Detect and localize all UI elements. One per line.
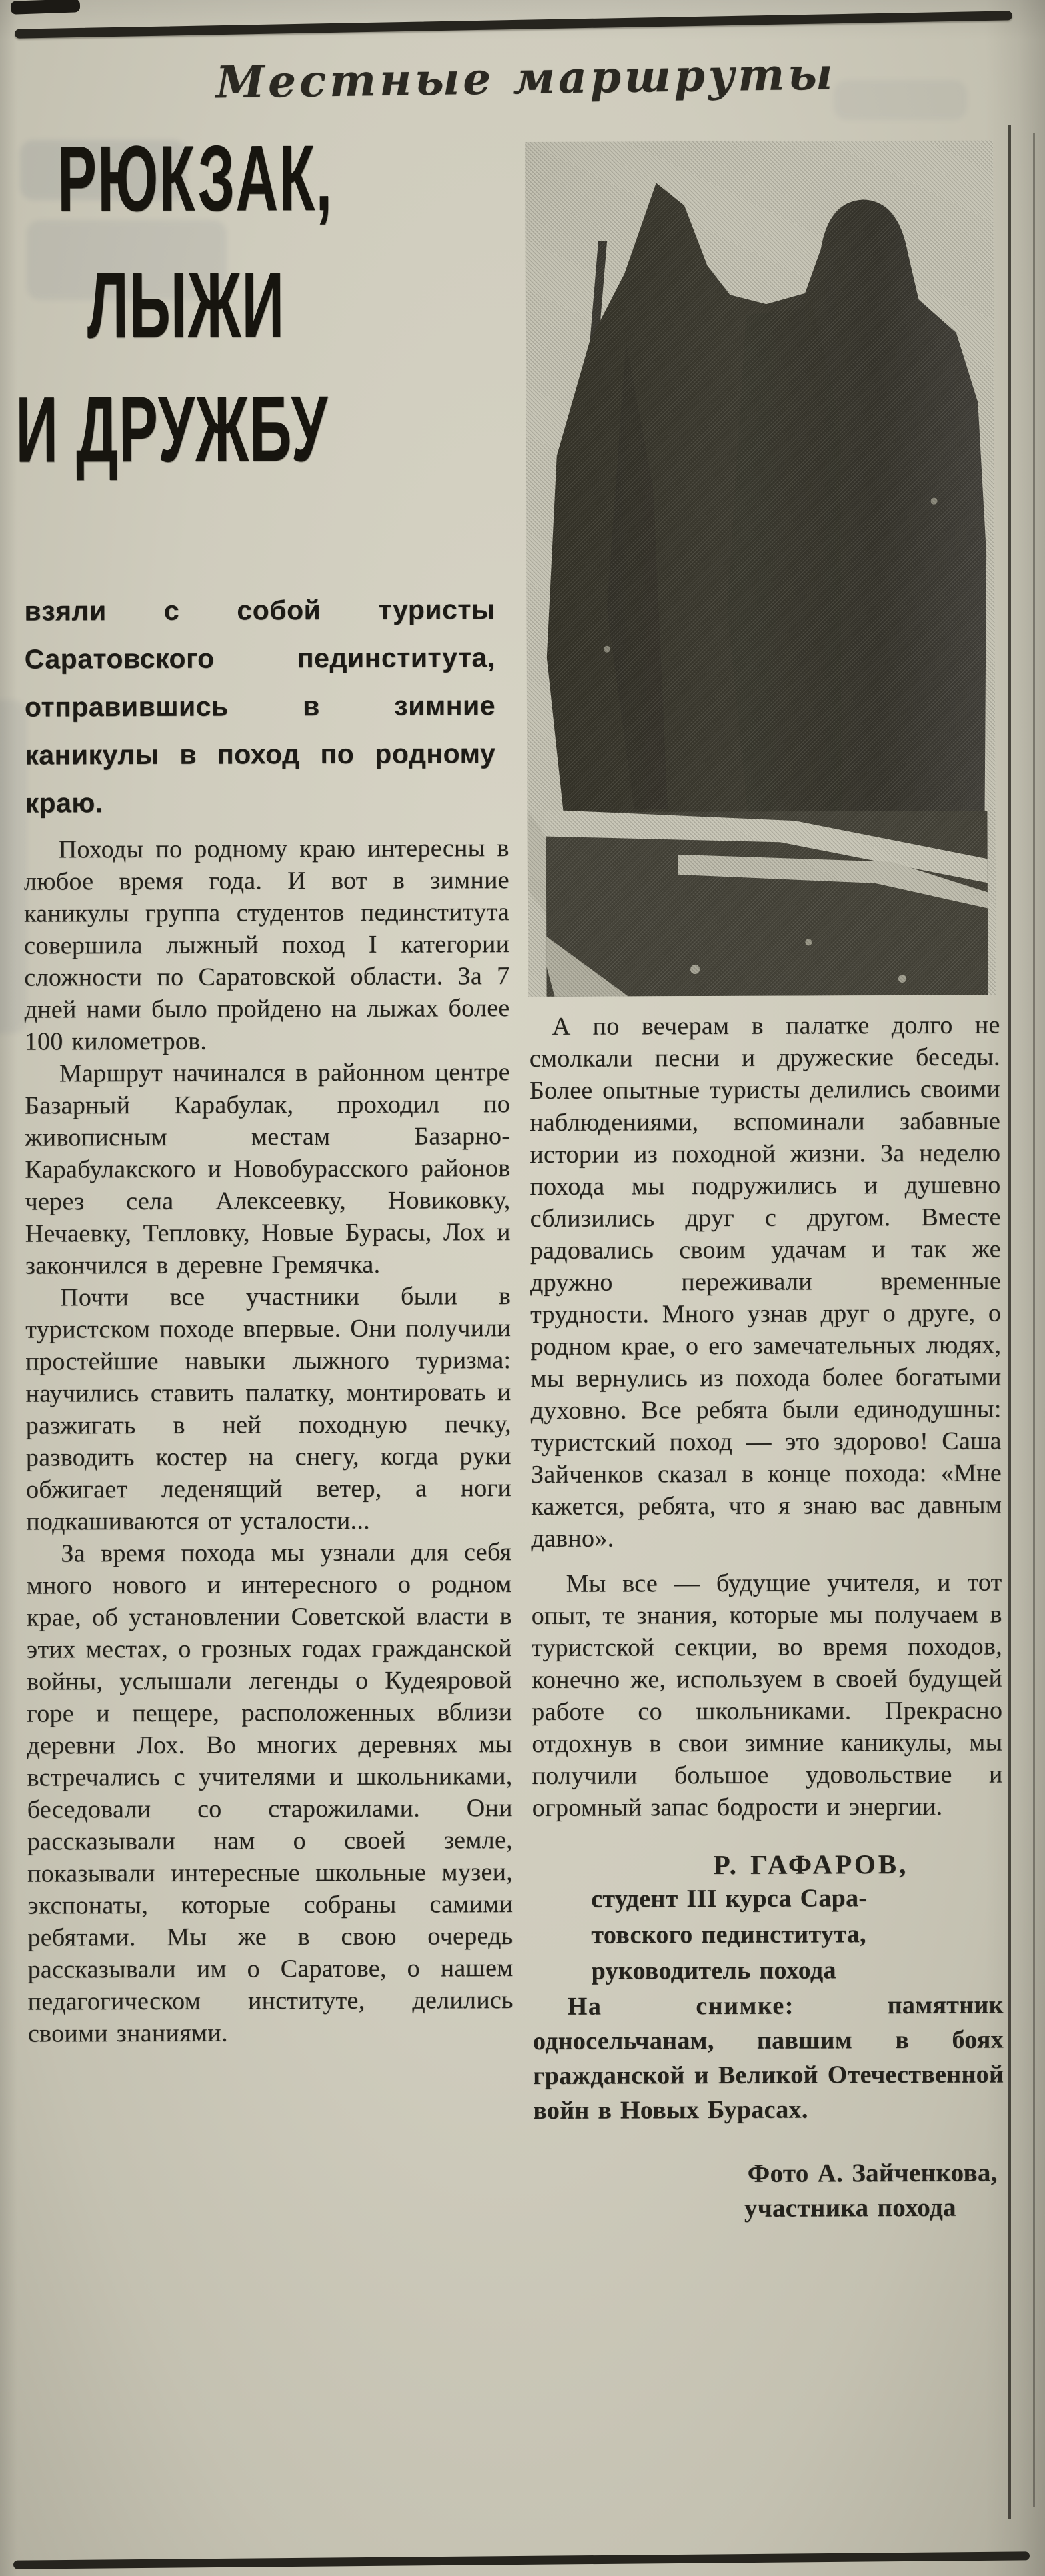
column-divider-rule [1008, 125, 1011, 2519]
body-paragraph: Почти все участники были в туристском походе впервые. Они получили простейшие навыки лыжного туризма: научились ставить палатку, монтировать и разжигать в ней походную печку, разводить костер на снегу, когда руки обжигает леденящий ветер, а ноги подкашиваются от усталости... [25, 1282, 512, 1536]
body-paragraph: Маршрут начинался в районном центре Базарный Карабулак, проходил по живописным местам Базарно-Карабулакского и Новобурасского районов через села Алексеевку, Новиковку, Нечаевку, Тепловку, Новые Бурасы, Лох и закончился в деревне Гремячка. [24, 1058, 511, 1280]
photo-caption [533, 1987, 1004, 2127]
body-paragraph: За время похода мы узнали для себя много нового и интересного о родном крае, об установлении Советской власти в этих местах, о грозных годах гражданской войны, услышали легенды о Кудеяровой горе и пещере, расположенных вблизи деревни Лох. Во многих деревнях мы встречались с учителями и школьниками, беседовали со старожилами. Они рассказывали нам о своей земле, показывали интересные школьные музеи, экспонаты, которые собраны самими ребятами. Мы же в свою очередь рассказывали им о Саратове, о нашем педагогическом институте, делились своими знаниями. [26, 1538, 513, 2048]
left-column [24, 832, 513, 2050]
body-paragraph: Походы по родному краю интересны в любое время года. И вот в зимние каникулы группа студентов пединститута совершила лыжный поход I категории сложности по Саратовской области. За 7 дней нами было пройдено на лыжах более 100 километров. [23, 834, 510, 1056]
right-column [530, 1009, 1004, 2226]
photo-caption-label: На снимке: [567, 1991, 794, 2021]
title-line-2: ЛЫЖИ [87, 252, 285, 358]
section-kicker: Местные маршруты [215, 47, 836, 109]
signature-role-line: товского пединститута, [591, 1920, 866, 1949]
body-paragraph: Мы все — будущие учителя, и тот опыт, те знания, которые мы получаем в туристской секции, во время походов, конечно же, используем в своей будущей работе со школьниками. Прекрасно отдохнув в свои зимние каникулы, мы получили большое удовольствие и огромный запас бодрости и энергии. [531, 1568, 1003, 1822]
photo-credit-line: Фото А. Зайченкова, [747, 2158, 998, 2188]
signature-role-line: студент III курса Сара- [591, 1884, 868, 1913]
signature-author: Р. ГАФАРОВ, [713, 1848, 909, 1881]
photo-credit [534, 2155, 1004, 2226]
article-photo [525, 141, 996, 997]
signature-role-line: руководитель похода [591, 1956, 836, 1985]
monument-photo-graphic [525, 141, 996, 997]
page-edge-rule [1033, 133, 1035, 2507]
lead-paragraph: взяли с собой туристы Саратовского пединститута, отправившись в зимние каникулы в поход по родному краю. [24, 594, 496, 819]
title-line-1: РЮКЗАК, [57, 125, 333, 231]
photo-credit-line: участника похода [744, 2193, 956, 2223]
body-paragraph: А по вечерам в палатке долго не смолкали песни и дружеские беседы. Более опытные туристы делились своими наблюдениями, вспоминали забавные истории из походной жизни. За неделю похода мы подружились и душевно сблизились друг с другом. Вместе радовались своим удачам и так же дружно переживали временные трудности. Много узнав друг о друге, о родном крае, о его замечательных людях, мы вернулись из похода более богатыми духовно. Все ребята были единодушны: туристский поход — это здорово! Саша Зайченков сказал в конце похода: «Мне кажется, ребята, что я знаю вас давным давно». [529, 1011, 1002, 1553]
photo-caption-text: памятник односельчанам, павшим в боях гражданской и Великой Отечественной войн в Новых Бурасах. [532, 1991, 1004, 2125]
title-line-3: И ДРУЖБУ [15, 376, 329, 482]
